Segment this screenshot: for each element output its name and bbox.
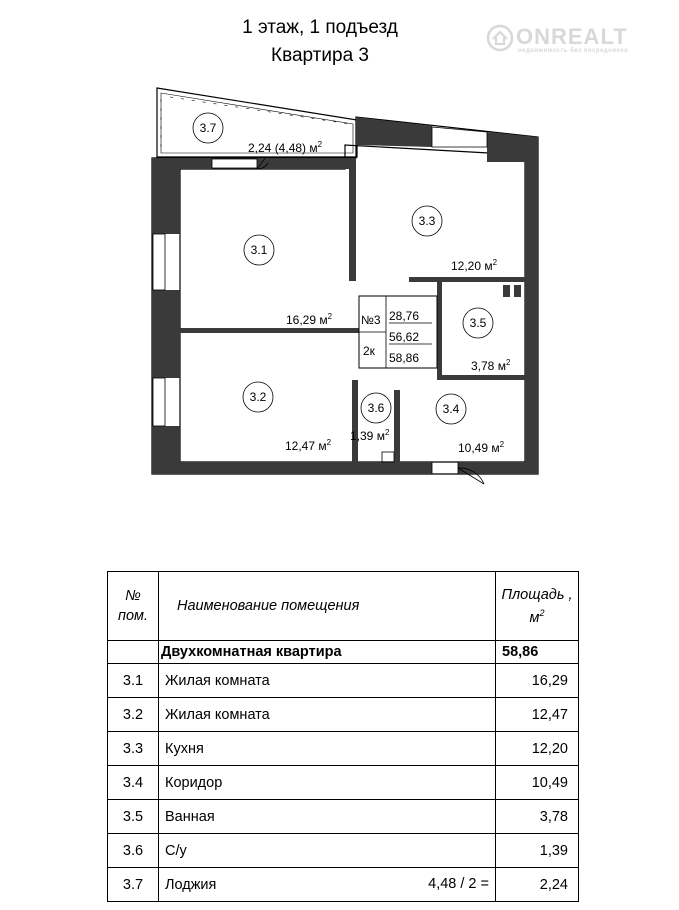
row-name: Лоджия 4,48 / 2 = [159, 868, 496, 902]
header-area [496, 572, 579, 641]
header-area-line2: $м^2$ [529, 607, 545, 626]
info-area-no-loggia: 56,62 [389, 330, 420, 344]
header-number-line2: пом. [117, 608, 148, 624]
apartment-number-cell [108, 641, 159, 664]
apartment-info-box [359, 296, 437, 368]
row-number: 3.7 [108, 868, 159, 902]
explication-table [107, 571, 579, 902]
svg-text:3.4: 3.4 [442, 402, 460, 416]
row-number: 3.2 [108, 698, 159, 732]
row-area: 12,20 [496, 732, 579, 766]
table-row [108, 834, 579, 868]
header-area-line1: Площадь , [501, 586, 573, 603]
table-row [108, 868, 579, 902]
svg-text:3.2: 3.2 [249, 390, 267, 404]
svg-text:3.7: 3.7 [199, 121, 217, 135]
apartment-area: 58,86 [496, 641, 579, 664]
room-label-3-2 [243, 382, 332, 453]
header-number [108, 572, 159, 641]
apartment-title: Квартира 3 [271, 45, 369, 66]
room-area-3-5: 3,78 $м^2$ [471, 358, 511, 373]
floor-entrance-title: 1 этаж, 1 подъезд [242, 17, 398, 38]
info-number: №3 [361, 313, 381, 327]
room-label-3-1 [244, 235, 333, 327]
row-area: 16,29 [496, 664, 579, 698]
watermark-tagline: недвижимость без посредников [518, 48, 629, 54]
table-row [108, 766, 579, 800]
table-row [108, 800, 579, 834]
table-row [108, 698, 579, 732]
loggia-formula: 4,48 / 2 = [428, 876, 489, 892]
svg-text:3.6: 3.6 [367, 401, 385, 415]
room-label-3-7 [193, 113, 323, 155]
room-area-3-6: 1,39 $м^2$ [350, 428, 390, 443]
room-area-3-4: 10,49 $м^2$ [458, 440, 505, 455]
info-living-area: 28,76 [389, 309, 420, 323]
table-row [108, 664, 579, 698]
row-number: 3.5 [108, 800, 159, 834]
room-label-3-4 [436, 394, 505, 455]
row-name: Жилая комната [159, 664, 496, 698]
table-row [108, 732, 579, 766]
apartment-name: Двухкомнатная квартира [159, 641, 496, 664]
watermark-brand: ONREALT [516, 24, 628, 49]
room-area-3-1: 16,29 $м^2$ [286, 312, 333, 327]
wall-segments [152, 117, 538, 474]
row-area: 3,78 [496, 800, 579, 834]
row-area: 2,24 [496, 868, 579, 902]
row-name: С/у [159, 834, 496, 868]
room-area-3-7: 2,24 (4,48) $м^2$ [248, 140, 323, 155]
apartment-total-row [108, 641, 579, 664]
row-area: 12,47 [496, 698, 579, 732]
room-area-3-3: 12,20 $м^2$ [451, 258, 498, 273]
row-name: Жилая комната [159, 698, 496, 732]
room-label-3-5 [463, 308, 511, 373]
row-area: 10,49 [496, 766, 579, 800]
row-number: 3.4 [108, 766, 159, 800]
row-number: 3.1 [108, 664, 159, 698]
info-rooms: 2к [363, 344, 375, 358]
header-number-line1: № [125, 588, 141, 604]
svg-text:3.3: 3.3 [418, 214, 436, 228]
row-name: Коридор [159, 766, 496, 800]
header-name: Наименование помещения [159, 572, 496, 641]
row-number: 3.3 [108, 732, 159, 766]
row-area: 1,39 [496, 834, 579, 868]
info-total-area: 58,86 [389, 351, 420, 365]
svg-text:3.1: 3.1 [250, 243, 268, 257]
room-area-3-2: 12,47 $м^2$ [285, 438, 332, 453]
room-label-3-3 [412, 206, 498, 273]
row-name: Кухня [159, 732, 496, 766]
outer-walls [152, 117, 538, 474]
row-name: Ванная [159, 800, 496, 834]
table-header-row [108, 572, 579, 641]
windows [153, 127, 487, 426]
svg-text:3.5: 3.5 [469, 316, 487, 330]
row-number: 3.6 [108, 834, 159, 868]
